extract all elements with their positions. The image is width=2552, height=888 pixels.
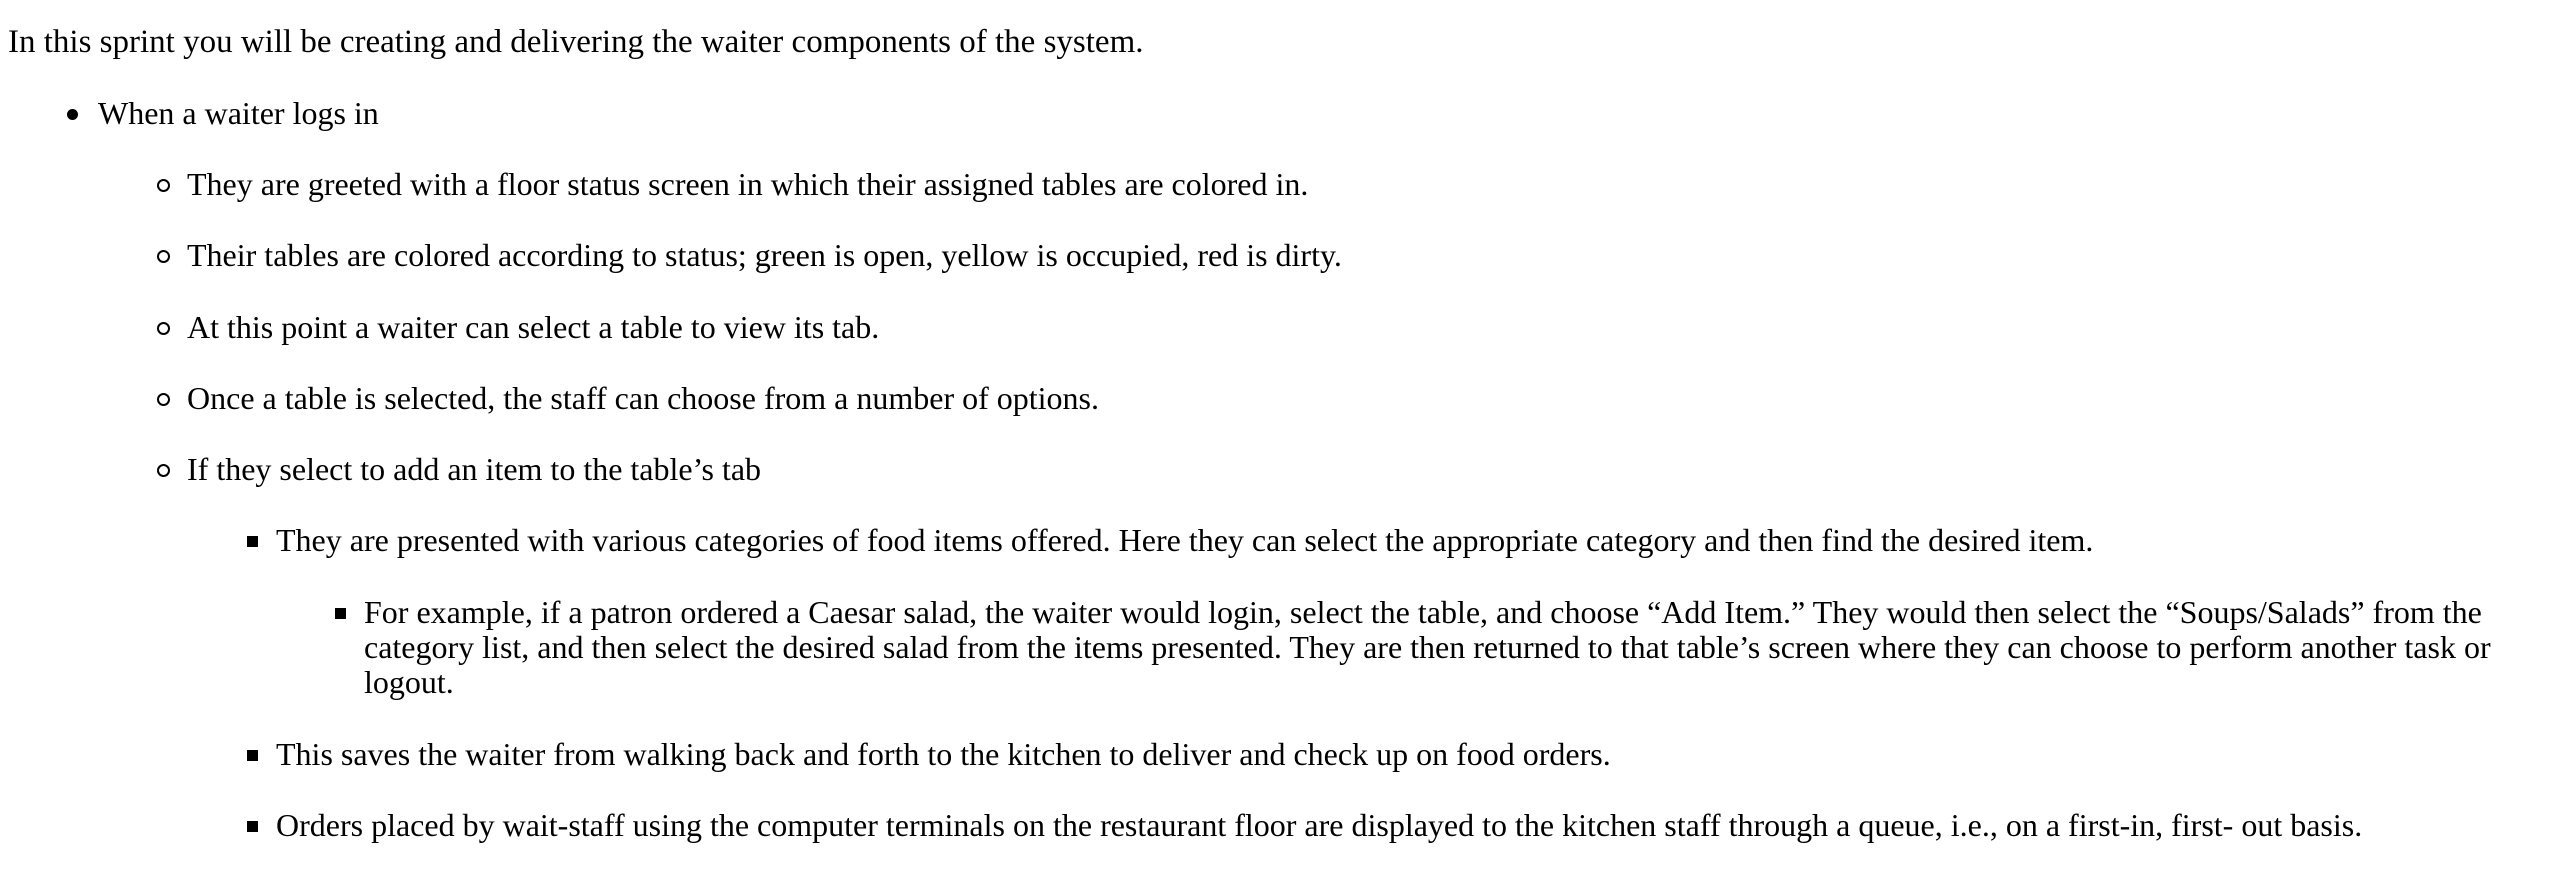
list-item-level-3: They are presented with various categories of food items offered. Here they can select the appropriate category and then find the desired item. <box>276 523 2093 558</box>
disc-bullet-icon <box>67 109 78 120</box>
list-item-level-3: Orders placed by wait-staff using the computer terminals on the restaurant floor are displayed to the kitchen staff through a queue, i.e., on a first-in, first- out basis. <box>276 808 2362 843</box>
square-bullet-icon <box>247 536 258 547</box>
circle-bullet-icon <box>157 393 170 406</box>
list-item-level-1: When a waiter logs in <box>98 96 379 131</box>
intro-paragraph: In this sprint you will be creating and delivering the waiter components of the system. <box>8 24 1144 60</box>
list-item-level-4: For example, if a patron ordered a Caesar salad, the waiter would login, select the table, and choose “Add Item.” They would then select the “Soups/Salads” from the category list, and then select the desired salad from the items presented. They are then returned to that table’s screen where they can choose to perform another task or logout. <box>364 595 2544 700</box>
circle-bullet-icon <box>157 464 170 477</box>
square-bullet-icon <box>247 821 258 832</box>
circle-bullet-icon <box>157 179 170 192</box>
square-bullet-icon <box>247 750 258 761</box>
list-item-level-2: Their tables are colored according to status; green is open, yellow is occupied, red is dirty. <box>187 238 1342 273</box>
circle-bullet-icon <box>157 322 170 335</box>
list-item-level-2: They are greeted with a floor status screen in which their assigned tables are colored in. <box>187 167 1308 202</box>
list-item-level-2: At this point a waiter can select a table to view its tab. <box>187 310 879 345</box>
list-item-level-2: If they select to add an item to the table’s tab <box>187 452 761 487</box>
circle-bullet-icon <box>157 250 170 263</box>
list-item-level-2: Once a table is selected, the staff can choose from a number of options. <box>187 381 1099 416</box>
list-item-level-3: This saves the waiter from walking back and forth to the kitchen to deliver and check up on food orders. <box>276 737 1611 772</box>
square-bullet-icon <box>335 608 346 619</box>
